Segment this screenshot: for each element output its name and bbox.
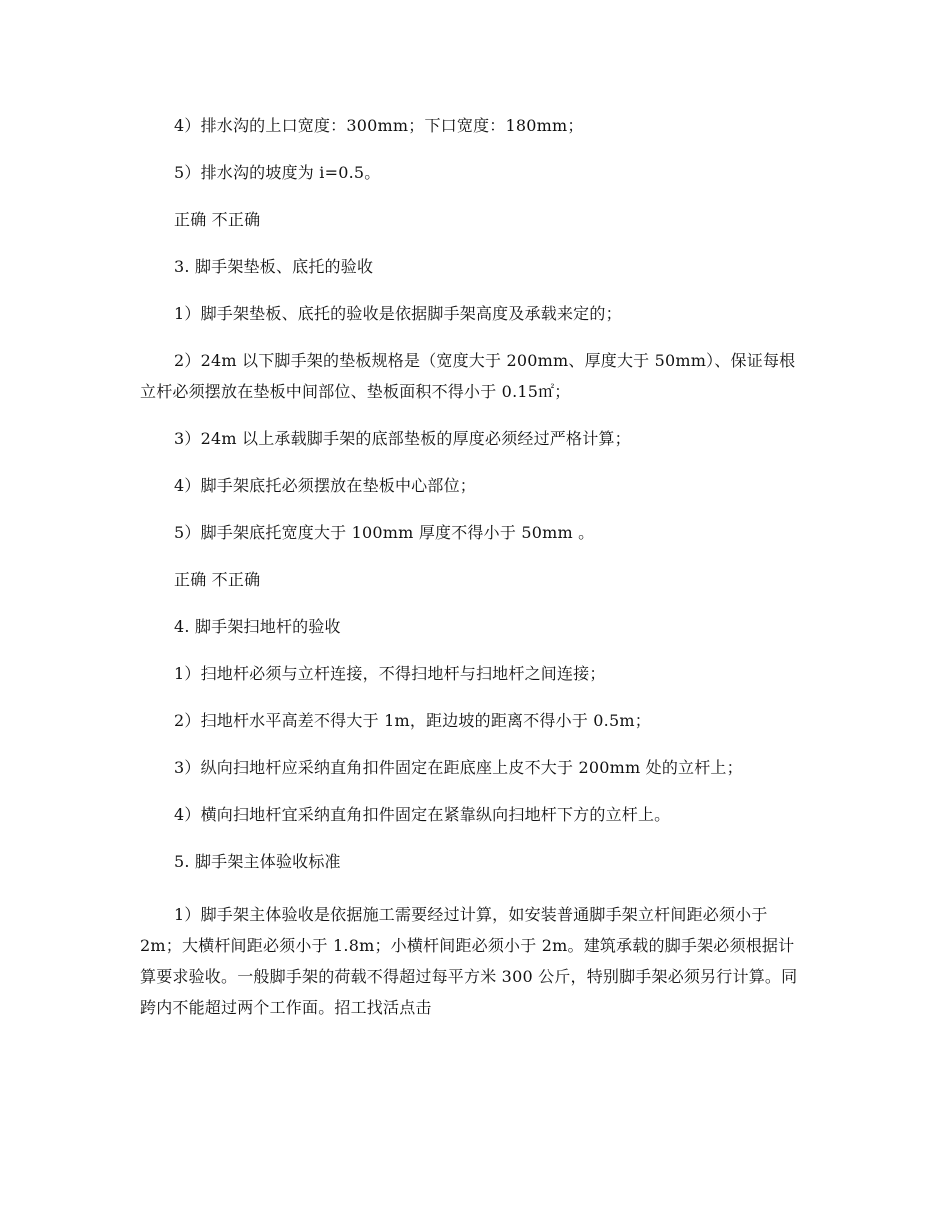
paragraph-drain-width: 4）排水沟的上口宽度：300mm；下口宽度：180mm； xyxy=(174,116,584,135)
section-heading-3: 3. 脚手架垫板、底托的验收 xyxy=(174,257,374,276)
answer-options-1: 正确 不正确 xyxy=(174,210,261,229)
paragraph-base-position: 4）脚手架底托必须摆放在垫板中心部位； xyxy=(174,476,476,495)
paragraph-sweep-rod-connection: 1）扫地杆必须与立杆连接，不得扫地杆与扫地杆之间连接； xyxy=(174,664,606,683)
paragraph-longitudinal-rod: 3）纵向扫地杆应采纳直角扣件固定在距底座上皮不大于 200mm 处的立杆上； xyxy=(174,758,743,777)
paragraph-pad-spec: 2）24m 以下脚手架的垫板规格是（宽度大于 200mm、厚度大于 50mm）、保证每根立杆必须摆放在垫板中间部位、垫板面积不得小于 0.15㎡； xyxy=(140,351,796,401)
paragraph-pad-acceptance: 1）脚手架垫板、底托的验收是依据脚手架高度及承载来定的； xyxy=(174,304,622,323)
paragraph-pad-thickness: 3）24m 以上承载脚手架的底部垫板的厚度必须经过严格计算； xyxy=(174,429,631,448)
section-heading-5: 5. 脚手架主体验收标准 xyxy=(174,852,341,871)
paragraph-base-size: 5）脚手架底托宽度大于 100mm 厚度不得小于 50mm 。 xyxy=(174,523,595,542)
paragraph-transverse-rod: 4）横向扫地杆宜采纳直角扣件固定在紧靠纵向扫地杆下方的立杆上。 xyxy=(174,805,671,824)
answer-options-2: 正确 不正确 xyxy=(174,570,261,589)
paragraph-drain-slope: 5）排水沟的坡度为 i=0.5。 xyxy=(174,163,381,182)
paragraph-sweep-rod-level: 2）扫地杆水平高差不得大于 1m，距边坡的距离不得小于 0.5m； xyxy=(174,711,651,730)
paragraph-main-body-standard: 1）脚手架主体验收是依据施工需要经过计算，如安装普通脚手架立杆间距必须小于 2m；大横杆间距必须小于 1.8m；小横杆间距必须小于 2m。建筑承载的脚手架必须根据计算要求验收。一般脚手架的荷载不得超过每平方米 300 公斤，特别脚手架必须另行计算。同跨内不能超过两个工作面。招工找活点击 xyxy=(140,905,798,1017)
section-heading-4: 4. 脚手架扫地杆的验收 xyxy=(174,617,341,636)
